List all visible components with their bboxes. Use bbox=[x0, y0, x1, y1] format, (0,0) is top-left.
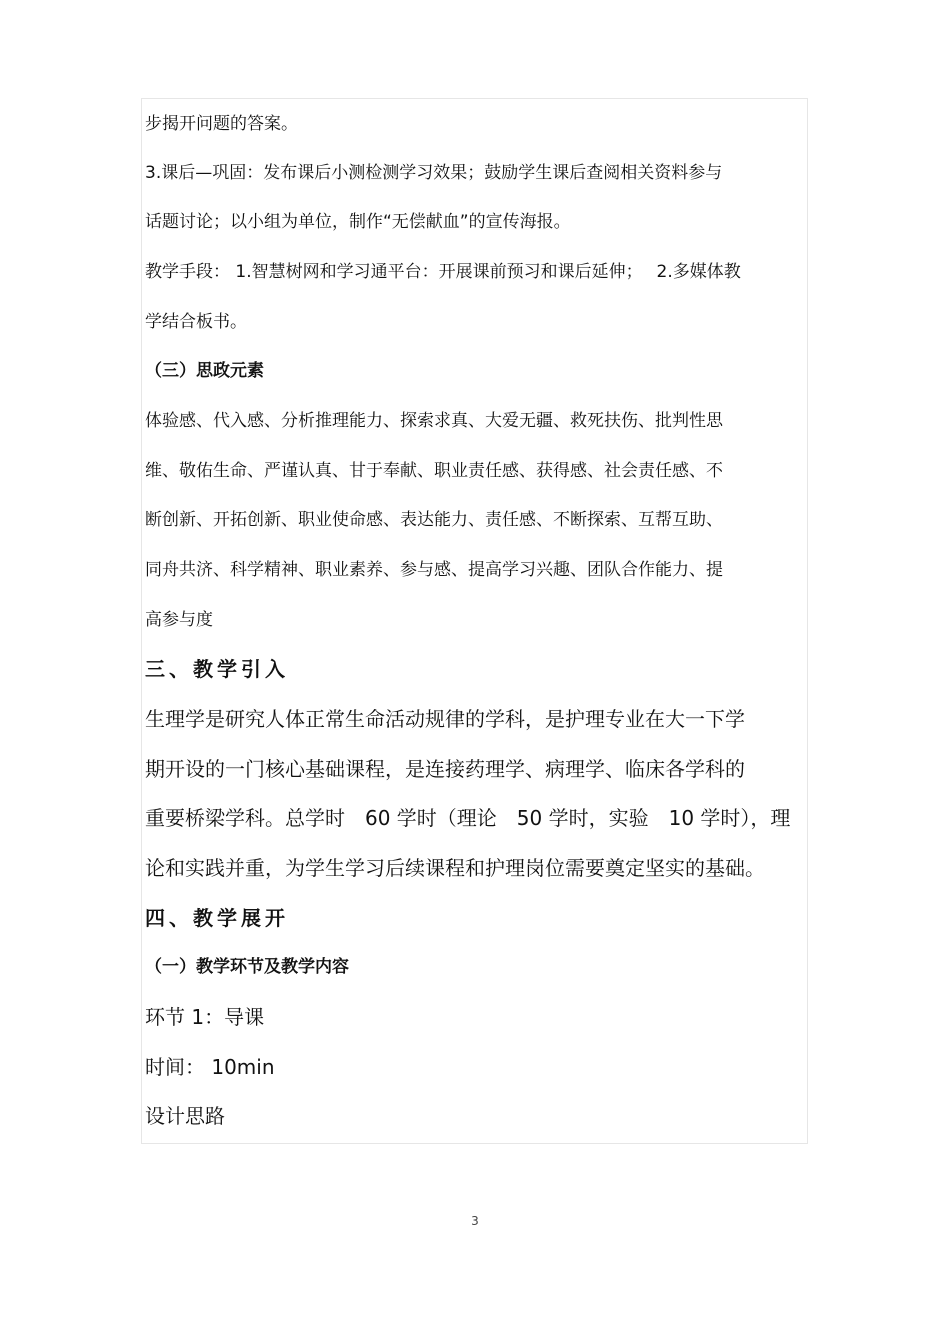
text-line: 设计思路 bbox=[145, 1104, 225, 1128]
text-line: 话题讨论；以小组为单位，制作“无偿献血”的宣传海报。 bbox=[145, 212, 571, 232]
text-line: 环节 1：导课 bbox=[145, 1005, 265, 1029]
text-line: 步揭开问题的答案。 bbox=[145, 114, 298, 134]
text-line: 高参与度 bbox=[145, 610, 213, 630]
subheading-ideology: （三）思政元素 bbox=[145, 361, 264, 381]
text-line: 体验感、代入感、分析推理能力、探索求真、大爱无疆、救死扶伤、批判性思 bbox=[145, 411, 723, 431]
text-line: 3.课后—巩固：发布课后小测检测学习效果；鼓励学生课后查阅相关资料参与 bbox=[145, 163, 723, 183]
text-line: 生理学是研究人体正常生命活动规律的学科，是护理专业在大一下学 bbox=[145, 707, 745, 731]
section-heading-development: 四、教学展开 bbox=[145, 906, 289, 930]
text-line: 时间： 10min bbox=[145, 1055, 275, 1079]
text-line: 论和实践并重，为学生学习后续课程和护理岗位需要奠定坚实的基础。 bbox=[145, 856, 765, 880]
text-line: 学结合板书。 bbox=[145, 312, 247, 332]
text-line: 期开设的一门核心基础课程，是连接药理学、病理学、临床各学科的 bbox=[145, 757, 745, 781]
text-line: 同舟共济、科学精神、职业素养、参与感、提高学习兴趣、团队合作能力、提 bbox=[145, 560, 723, 580]
section-heading-intro: 三、教学引入 bbox=[145, 657, 289, 681]
text-line: 维、敬佑生命、严谨认真、甘于奉献、职业责任感、获得感、社会责任感、不 bbox=[145, 461, 723, 481]
text-line: 断创新、开拓创新、职业使命感、表达能力、责任感、不断探索、互帮互助、 bbox=[145, 510, 723, 530]
content-frame bbox=[141, 98, 808, 1144]
page-number: 3 bbox=[471, 1214, 479, 1228]
text-line: 重要桥梁学科。总学时 60 学时（理论 50 学时，实验 10 学时），理 bbox=[145, 806, 791, 830]
subheading-teaching-links: （一）教学环节及教学内容 bbox=[145, 957, 349, 977]
text-line: 教学手段： 1.智慧树网和学习通平台：开展课前预习和课后延伸； 2.多媒体教 bbox=[145, 262, 741, 282]
